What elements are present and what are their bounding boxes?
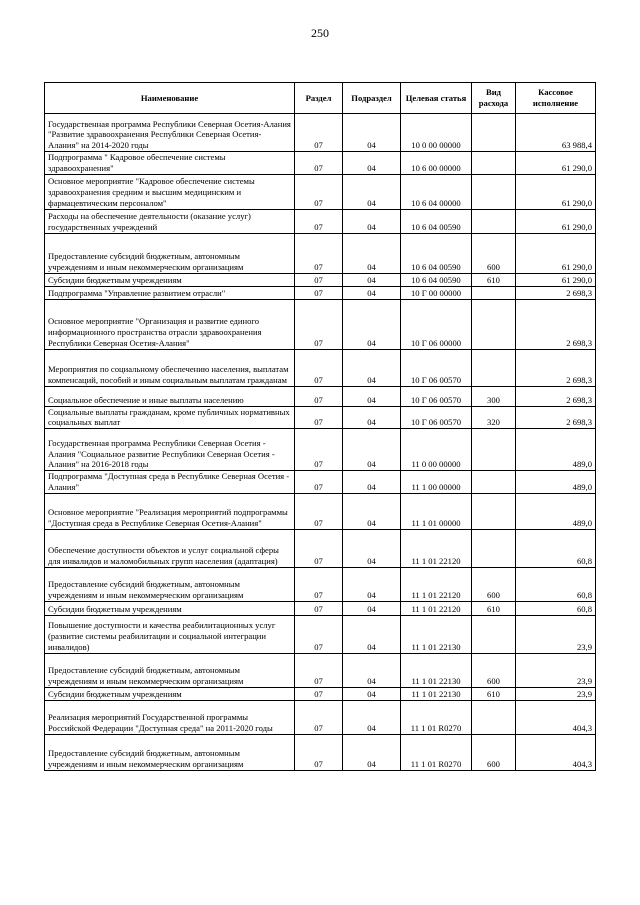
table-row — [45, 653, 596, 687]
row-podrazdel-cell: 04 — [343, 615, 401, 653]
row-statya-cell: 11 0 00 00000 — [401, 429, 472, 471]
row-podrazdel-cell: 04 — [343, 114, 401, 152]
row-vid-cell: 610 — [472, 687, 516, 700]
row-statya-cell: 11 1 01 22130 — [401, 687, 472, 700]
row-name-cell: Основное мероприятие "Реализация мероприятий подпрограммы "Доступная среда в Республике Северная Осетия-Алания" — [45, 493, 295, 529]
row-amount-cell: 60,8 — [516, 567, 596, 601]
row-statya-cell: 11 1 00 00000 — [401, 471, 472, 494]
row-podrazdel-cell: 04 — [343, 493, 401, 529]
header-podrazdel: Подраздел — [343, 83, 401, 114]
row-vid-cell — [472, 493, 516, 529]
row-razdel-cell: 07 — [295, 174, 343, 209]
row-razdel-cell: 07 — [295, 406, 343, 429]
row-name-cell: Предоставление субсидий бюджетным, автономным учреждениям и иным некоммерческим организациям — [45, 734, 295, 770]
row-name-cell: Обеспечение доступности объектов и услуг социальной сферы для инвалидов и маломобильных групп населения (адаптация) — [45, 529, 295, 567]
row-podrazdel-cell: 04 — [343, 349, 401, 386]
row-statya-cell: 10 6 04 00590 — [401, 209, 472, 233]
row-razdel-cell: 07 — [295, 152, 343, 175]
table-row — [45, 471, 596, 494]
table-row — [45, 687, 596, 700]
row-amount-cell: 23,9 — [516, 687, 596, 700]
row-podrazdel-cell: 04 — [343, 299, 401, 349]
row-amount-cell: 489,0 — [516, 493, 596, 529]
row-vid-cell — [472, 529, 516, 567]
row-statya-cell: 11 1 01 22120 — [401, 529, 472, 567]
table-row — [45, 286, 596, 299]
row-podrazdel-cell: 04 — [343, 700, 401, 734]
row-name-cell: Подпрограмма "Управление развитием отрасли" — [45, 286, 295, 299]
row-podrazdel-cell: 04 — [343, 471, 401, 494]
table-row — [45, 386, 596, 406]
row-amount-cell: 63 988,4 — [516, 114, 596, 152]
row-razdel-cell: 07 — [295, 349, 343, 386]
row-name-cell: Основное мероприятие "Организация и развитие единого информационного пространства отрасли здравоохранения Республики Северная Осетия-Алания" — [45, 299, 295, 349]
row-name-cell: Социальные выплаты гражданам, кроме публичных нормативных социальных выплат — [45, 406, 295, 429]
row-vid-cell — [472, 700, 516, 734]
row-podrazdel-cell: 04 — [343, 567, 401, 601]
row-statya-cell: 10 6 00 00000 — [401, 152, 472, 175]
row-razdel-cell: 07 — [295, 233, 343, 273]
row-podrazdel-cell: 04 — [343, 734, 401, 770]
row-razdel-cell: 07 — [295, 286, 343, 299]
row-amount-cell: 61 290,0 — [516, 273, 596, 286]
row-amount-cell: 23,9 — [516, 653, 596, 687]
row-statya-cell: 10 Г 00 00000 — [401, 286, 472, 299]
row-razdel-cell: 07 — [295, 299, 343, 349]
table-row — [45, 349, 596, 386]
row-name-cell: Государственная программа Республики Северная Осетия-Алания "Развитие здравоохранения Республики Северная Осетия-Алания" на 2014-2020 годы — [45, 114, 295, 152]
row-vid-cell: 320 — [472, 406, 516, 429]
row-statya-cell: 11 1 01 22120 — [401, 567, 472, 601]
row-name-cell: Государственная программа Республики Северная Осетия - Алания "Социальное развитие Республики Северная Осетия - Алания" на 2016-2018 годы — [45, 429, 295, 471]
row-statya-cell: 10 Г 06 00570 — [401, 349, 472, 386]
row-amount-cell: 2 698,3 — [516, 299, 596, 349]
row-name-cell: Субсидии бюджетным учреждениям — [45, 601, 295, 615]
row-name-cell: Субсидии бюджетным учреждениям — [45, 273, 295, 286]
row-statya-cell: 10 Г 06 00570 — [401, 386, 472, 406]
row-statya-cell: 11 1 01 22120 — [401, 601, 472, 615]
table-row — [45, 152, 596, 175]
row-vid-cell — [472, 209, 516, 233]
row-name-cell: Мероприятия по социальному обеспечению населения, выплатам компенсаций, пособий и иным социальным выплатам гражданам — [45, 349, 295, 386]
row-statya-cell: 10 Г 06 00570 — [401, 406, 472, 429]
row-podrazdel-cell: 04 — [343, 601, 401, 615]
row-name-cell: Предоставление субсидий бюджетным, автономным учреждениям и иным некоммерческим организациям — [45, 567, 295, 601]
row-amount-cell: 2 698,3 — [516, 406, 596, 429]
row-razdel-cell: 07 — [295, 567, 343, 601]
row-razdel-cell: 07 — [295, 493, 343, 529]
row-podrazdel-cell: 04 — [343, 233, 401, 273]
row-amount-cell: 404,3 — [516, 734, 596, 770]
budget-table — [44, 82, 596, 771]
table-header-row — [45, 83, 596, 114]
row-vid-cell: 600 — [472, 653, 516, 687]
table-row — [45, 493, 596, 529]
row-amount-cell: 61 290,0 — [516, 233, 596, 273]
table-row — [45, 114, 596, 152]
row-name-cell: Повышение доступности и качества реабилитационных услуг (развитие системы реабилитации и социальной интеграции инвалидов) — [45, 615, 295, 653]
row-amount-cell: 489,0 — [516, 471, 596, 494]
row-statya-cell: 11 1 01 R0270 — [401, 700, 472, 734]
row-vid-cell: 600 — [472, 734, 516, 770]
row-name-cell: Подпрограмма " Кадровое обеспечение системы здравоохранения" — [45, 152, 295, 175]
row-podrazdel-cell: 04 — [343, 429, 401, 471]
row-podrazdel-cell: 04 — [343, 286, 401, 299]
table-row — [45, 700, 596, 734]
row-razdel-cell: 07 — [295, 429, 343, 471]
row-podrazdel-cell: 04 — [343, 174, 401, 209]
row-podrazdel-cell: 04 — [343, 406, 401, 429]
row-vid-cell — [472, 174, 516, 209]
row-amount-cell: 61 290,0 — [516, 152, 596, 175]
row-razdel-cell: 07 — [295, 687, 343, 700]
table-row — [45, 233, 596, 273]
row-vid-cell: 610 — [472, 273, 516, 286]
row-name-cell: Предоставление субсидий бюджетным, автономным учреждениям и иным некоммерческим организациям — [45, 233, 295, 273]
row-vid-cell — [472, 471, 516, 494]
row-name-cell: Расходы на обеспечение деятельности (оказание услуг) государственных учреждений — [45, 209, 295, 233]
row-amount-cell: 61 290,0 — [516, 209, 596, 233]
table-row — [45, 429, 596, 471]
row-statya-cell: 11 1 01 00000 — [401, 493, 472, 529]
row-vid-cell — [472, 152, 516, 175]
row-amount-cell: 60,8 — [516, 529, 596, 567]
row-vid-cell: 600 — [472, 567, 516, 601]
row-podrazdel-cell: 04 — [343, 273, 401, 286]
row-statya-cell: 10 6 04 00000 — [401, 174, 472, 209]
table-row — [45, 273, 596, 286]
row-razdel-cell: 07 — [295, 734, 343, 770]
row-razdel-cell: 07 — [295, 653, 343, 687]
row-name-cell: Подпрограмма "Доступная среда в Республике Северная Осетия - Алания" — [45, 471, 295, 494]
table-row — [45, 406, 596, 429]
row-razdel-cell: 07 — [295, 529, 343, 567]
table-row — [45, 567, 596, 601]
row-razdel-cell: 07 — [295, 114, 343, 152]
row-statya-cell: 10 Г 06 00000 — [401, 299, 472, 349]
row-podrazdel-cell: 04 — [343, 687, 401, 700]
row-amount-cell: 2 698,3 — [516, 349, 596, 386]
row-vid-cell — [472, 299, 516, 349]
row-statya-cell: 10 6 04 00590 — [401, 273, 472, 286]
row-statya-cell: 11 1 01 22130 — [401, 653, 472, 687]
row-podrazdel-cell: 04 — [343, 529, 401, 567]
header-name: Наименование — [45, 83, 295, 114]
row-razdel-cell: 07 — [295, 615, 343, 653]
row-statya-cell: 11 1 01 R0270 — [401, 734, 472, 770]
row-name-cell: Основное мероприятие "Кадровое обеспечение системы здравоохранения средним и высшим медицинским и фармацевтическим персоналом" — [45, 174, 295, 209]
row-podrazdel-cell: 04 — [343, 653, 401, 687]
table-row — [45, 529, 596, 567]
row-amount-cell: 61 290,0 — [516, 174, 596, 209]
row-podrazdel-cell: 04 — [343, 209, 401, 233]
row-name-cell: Социальное обеспечение и иные выплаты населению — [45, 386, 295, 406]
row-vid-cell — [472, 349, 516, 386]
row-amount-cell: 2 698,3 — [516, 386, 596, 406]
header-amount: Кассовое исполнение — [516, 83, 596, 114]
row-razdel-cell: 07 — [295, 471, 343, 494]
row-amount-cell: 23,9 — [516, 615, 596, 653]
row-razdel-cell: 07 — [295, 700, 343, 734]
table-row — [45, 615, 596, 653]
row-razdel-cell: 07 — [295, 209, 343, 233]
row-vid-cell: 600 — [472, 233, 516, 273]
row-vid-cell: 610 — [472, 601, 516, 615]
row-amount-cell: 60,8 — [516, 601, 596, 615]
page-number: 250 — [311, 26, 329, 40]
row-amount-cell: 2 698,3 — [516, 286, 596, 299]
row-vid-cell — [472, 615, 516, 653]
row-razdel-cell: 07 — [295, 601, 343, 615]
row-name-cell: Предоставление субсидий бюджетным, автономным учреждениям и иным некоммерческим организациям — [45, 653, 295, 687]
table-row — [45, 734, 596, 770]
row-statya-cell: 11 1 01 22130 — [401, 615, 472, 653]
row-amount-cell: 489,0 — [516, 429, 596, 471]
table-row — [45, 174, 596, 209]
row-vid-cell — [472, 114, 516, 152]
row-razdel-cell: 07 — [295, 273, 343, 286]
row-vid-cell — [472, 429, 516, 471]
row-podrazdel-cell: 04 — [343, 152, 401, 175]
row-statya-cell: 10 0 00 00000 — [401, 114, 472, 152]
row-statya-cell: 10 6 04 00590 — [401, 233, 472, 273]
table-row — [45, 209, 596, 233]
row-razdel-cell: 07 — [295, 386, 343, 406]
row-name-cell: Реализация мероприятий Государственной программы Российской Федерации "Доступная среда" на 2011-2020 годы — [45, 700, 295, 734]
row-podrazdel-cell: 04 — [343, 386, 401, 406]
row-amount-cell: 404,3 — [516, 700, 596, 734]
row-vid-cell — [472, 286, 516, 299]
header-vid: Вид расхода — [472, 83, 516, 114]
row-vid-cell: 300 — [472, 386, 516, 406]
row-name-cell: Субсидии бюджетным учреждениям — [45, 687, 295, 700]
table-row — [45, 299, 596, 349]
header-statya: Целевая статья — [401, 83, 472, 114]
table-row — [45, 601, 596, 615]
header-razdel: Раздел — [295, 83, 343, 114]
